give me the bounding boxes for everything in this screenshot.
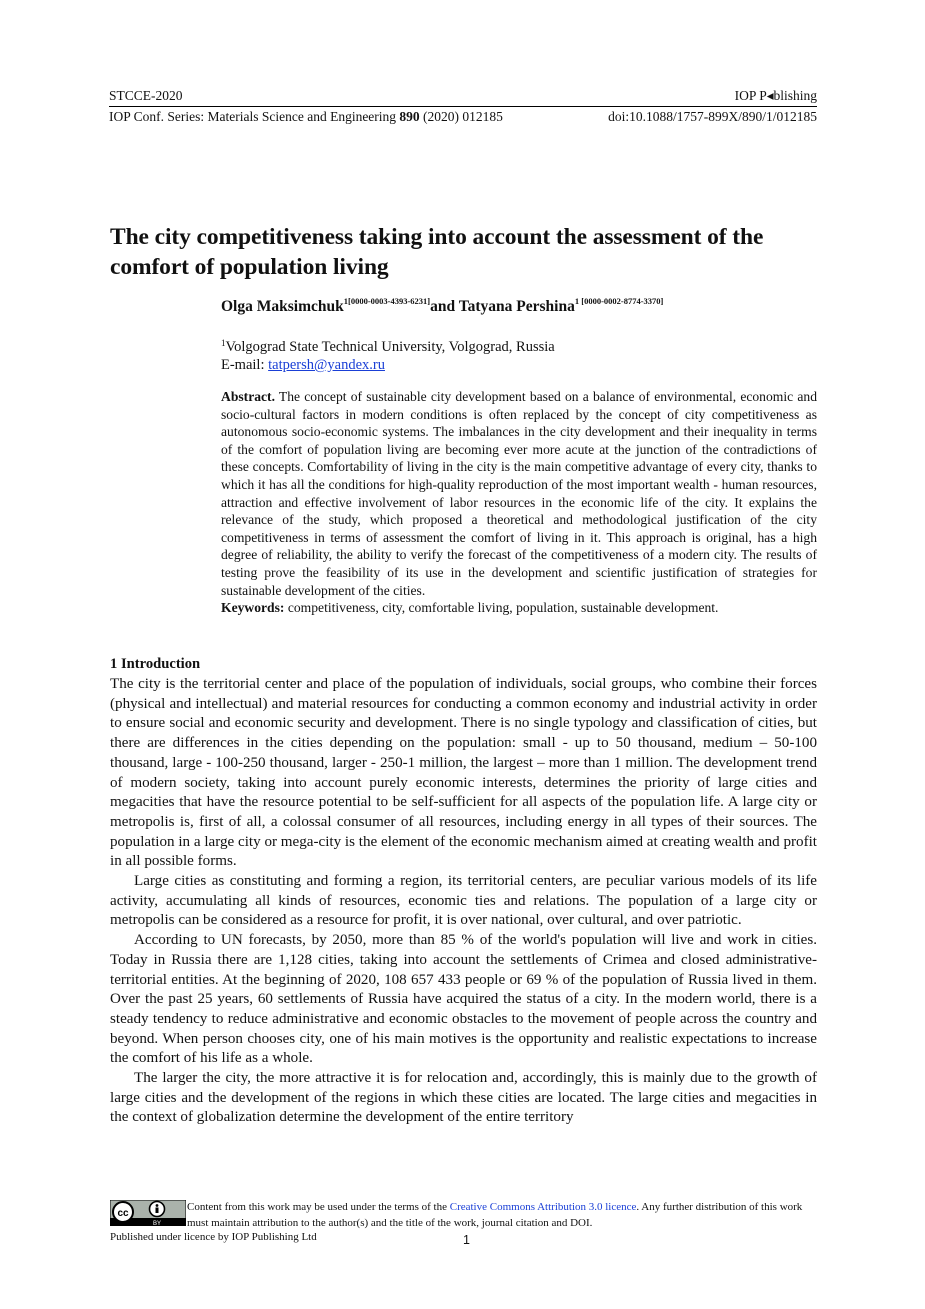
- author-list: [221, 296, 663, 316]
- paragraph: Large cities as constituting and forming a region, its territorial centers, are peculiar various models of its life activity, accumulating all kinds of resources, economic ties and relations. The population of a large city or metropolis can be considered as a resource for profit, it is over national, over cultural, and over patriotic.: [110, 873, 817, 929]
- author-1: Olga Maksimchuk: [221, 298, 344, 315]
- author-1-orcid: 1[0000-0003-4393-6231]: [343, 296, 431, 306]
- keywords-text: competitiveness, city, comfortable living, population, sustainable development.: [284, 600, 719, 616]
- abstract-text: The concept of sustainable city development based on a balance of environmental, economic and socio-cultural factors in modern conditions is often replaced by the concept of city competitiveness as autonomous socio-economic systems. The imbalances in the city development and their inequality in terms of the comfort of population living are becoming ever more acute at the junction of the contradictions of these concepts. Comfortability of living in the city is the main competitive advantage of every city, thanks to which it has all the conditions for high-quality reproduction of the most important wealth - human resources, attraction and effective involvement of labor resources in the economic life of the city. It explains the relevance of the study, which proposed a theoretical and methodological justification of the city competitiveness in terms of assessment the comfort of living in it. This approach is original, has a high degree of reliability, the ability to verify the forecast of the competitiveness of a modern city. The results of testing prove the feasibility of its use in the development and scientific justification of strategies for sustainable development of the cities.: [221, 389, 817, 598]
- author-2: and Tatyana Pershina: [430, 298, 575, 315]
- cc-by-license-icon: [110, 1200, 186, 1226]
- svg-text:BY: BY: [152, 1221, 162, 1226]
- running-header: [109, 88, 817, 107]
- paragraph: The city is the territorial center and place of the population of individuals, social groups, who combine their forces (physical and intellectual) and material resources for conducting a common economy and industrial activity in order to ensure social and economic security and development. There is no single typology and classification of cities, but there are differences in the cities depending on the population: small - up to 50 thousand, medium – 50-100 thousand, large - 100-250 thousand, larger - 250-1 million, the largest – more than 1 million. The development trend of modern society, taking into account purely economic interests, determines the priority of large cities and megacities that have the resource potential to be self-sufficient for all aspects of the population life. A large city or metropolis is, first of all, a colossal consumer of all resources, including energy in all types of their sources. The population in a large city or mega-city is the element of the economic mechanism aimed at creating wealth and profit in all possible forms.: [110, 676, 817, 870]
- license-notice: Content from this work may be used under the terms of the Creative Commons Attribution 3.0 licence. Any further distribution of this work must maintain attribution to the author(s) and the title of the work, journal citation and DOI.: [187, 1201, 803, 1229]
- publisher-name: IOP P◂blishing: [734, 88, 817, 103]
- license-link[interactable]: Creative Commons Attribution 3.0 licence: [449, 1201, 637, 1213]
- author-2-orcid: 1 [0000-0002-8774-3370]: [574, 296, 664, 306]
- abstract: [221, 388, 817, 617]
- affiliation: $^1$Volgograd State Technical University, Volgograd, Russia: [221, 338, 555, 355]
- email-link[interactable]: tatpersh@yandex.ru: [268, 357, 385, 373]
- doi: doi:10.1088/1757-899X/890/1/012185: [608, 109, 817, 124]
- paragraph: The larger the city, the more attractive it is for relocation and, accordingly, this is mainly due to the growth of large cities and the development of the regions in which these cities are located. The large cities and megacities in the context of globalization determine the development of the entire territory: [110, 1070, 817, 1126]
- page-number: 1: [463, 1233, 470, 1247]
- abstract-label: Abstract.: [221, 389, 275, 404]
- volume-number: 890: [399, 109, 420, 124]
- citation-line: [109, 109, 817, 127]
- section-heading: 1 Introduction: [110, 656, 201, 672]
- conference-name: STCCE-2020: [109, 88, 183, 103]
- publisher-notice: Published under licence by IOP Publishing Ltd: [110, 1231, 317, 1243]
- affiliation-block: [221, 334, 555, 374]
- email-line: E-mail: tatpersh@yandex.ru: [221, 357, 385, 373]
- series-citation: IOP Conf. Series: Materials Science and Engineering 890 (2020) 012185: [109, 109, 503, 124]
- paper-title: The city competitiveness taking into account the assessment of the comfort of population living: [110, 224, 764, 280]
- paragraph: According to UN forecasts, by 2050, more than 85 % of the world's population will live and work in cities. Today in Russia there are 1,128 cities, taking into account the settlements of Crimea and closed administrative-territorial entities. At the beginning of 2020, 108 657 433 people or 69 % of the population of Russia lived in them. Over the past 25 years, 60 settlements of Russia have acquired the status of a city. In the modern world, there is a steady tendency to reduce administrative and economic obstacles to the movement of people across the country and beyond. When person chooses city, one of his main motives is the opportunity and realistic expectations to increase the comfort of his life as a whole.: [110, 932, 817, 1067]
- section-body: [110, 675, 817, 1128]
- keywords-label: Keywords:: [221, 600, 285, 616]
- svg-text:cc: cc: [117, 1208, 129, 1219]
